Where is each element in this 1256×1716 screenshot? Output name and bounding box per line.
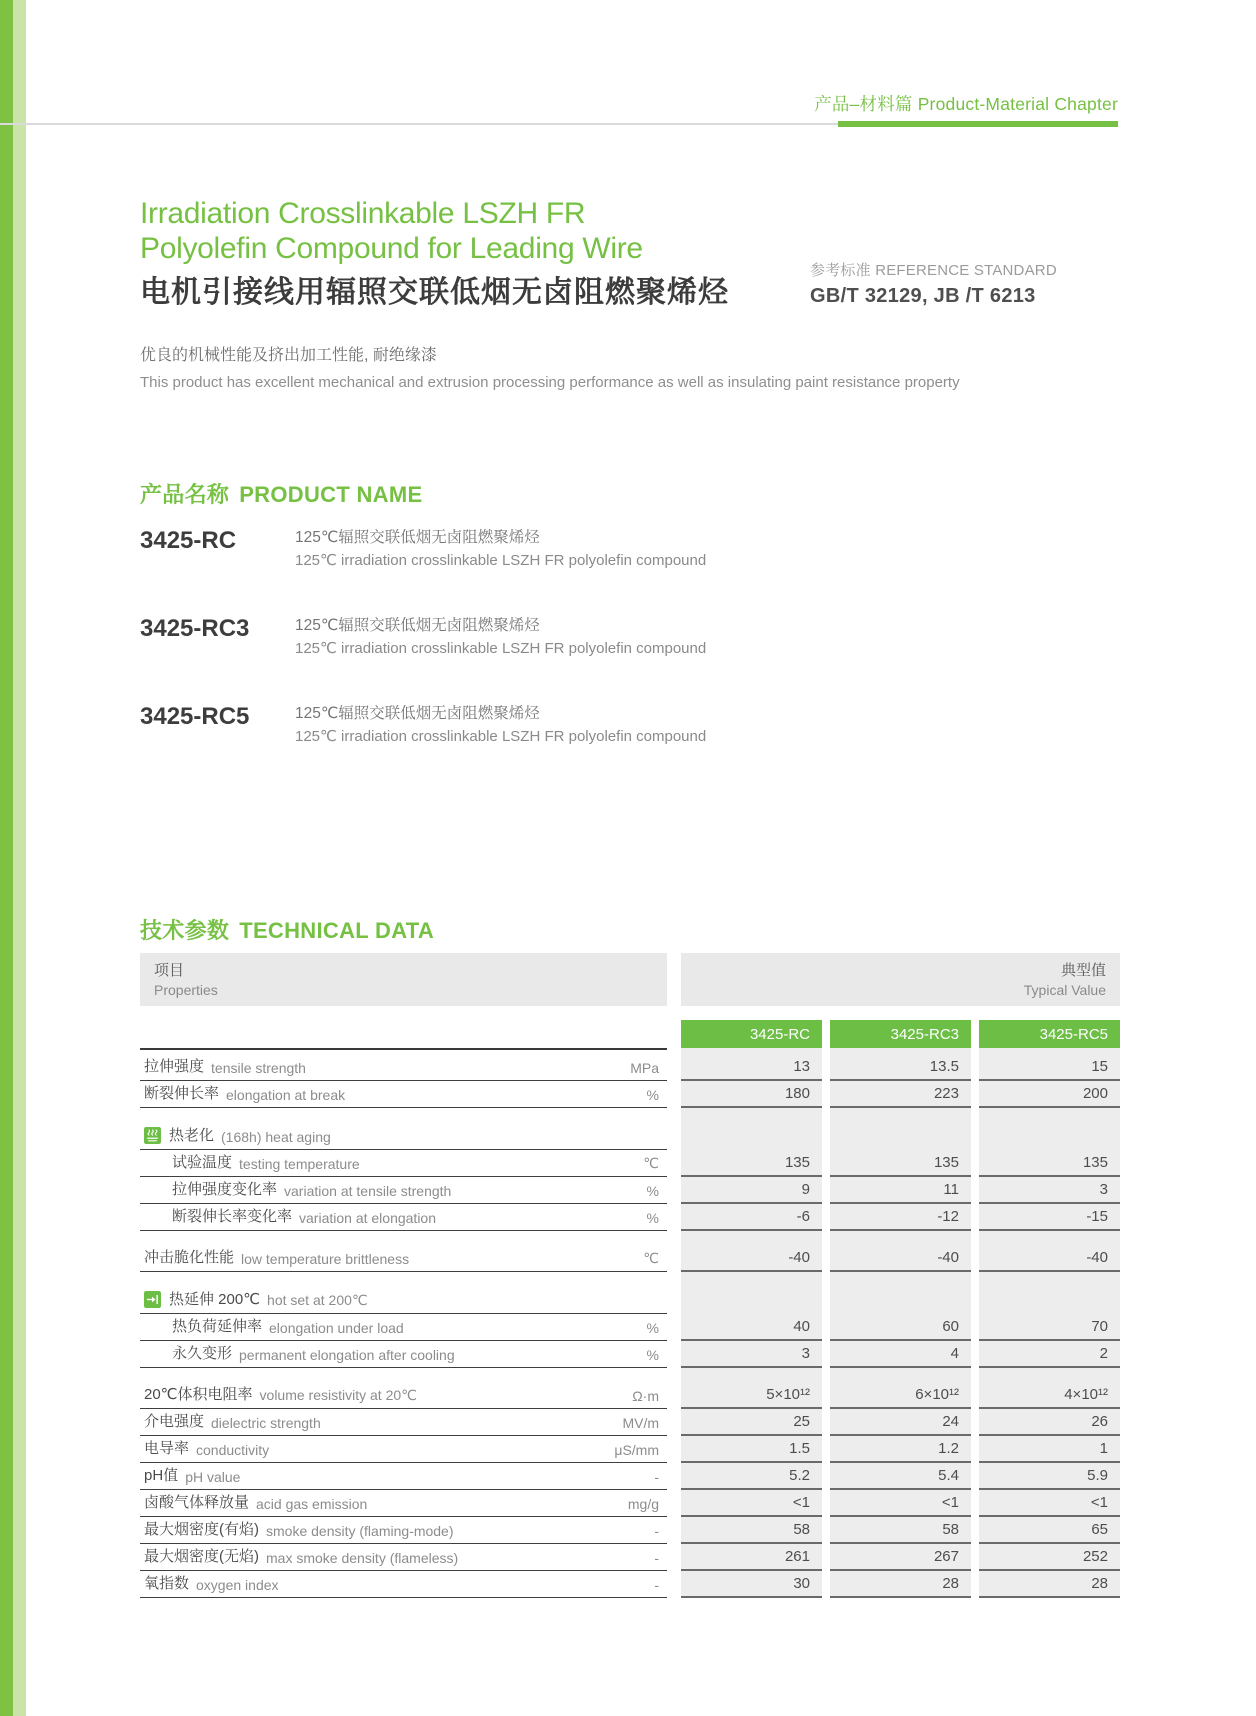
- value-cell: 70: [979, 1314, 1120, 1341]
- value-cell: 30: [681, 1571, 822, 1598]
- value-cell: 11: [830, 1177, 971, 1204]
- row-unit: -: [654, 1523, 659, 1539]
- table-row: [140, 1314, 1120, 1341]
- row-unit: %: [646, 1347, 659, 1363]
- row-label-en: oxygen index: [196, 1577, 279, 1593]
- value-cell: 40: [681, 1314, 822, 1341]
- table-row: [140, 1177, 1120, 1204]
- section-heading-product-name: 产品名称 PRODUCT NAME: [140, 482, 423, 507]
- value-cell: 2: [979, 1341, 1120, 1368]
- value-cell: 252: [979, 1544, 1120, 1571]
- row-label: [140, 1382, 667, 1409]
- properties-header-cell: 项目 Properties: [140, 953, 667, 1006]
- row-label: [140, 1544, 667, 1571]
- row-label-zh: 断裂伸长率: [144, 1085, 220, 1102]
- value-cell: <1: [979, 1490, 1120, 1517]
- value-cell: 28: [830, 1571, 971, 1598]
- header-rule: [0, 121, 1118, 127]
- product-list: [140, 526, 706, 790]
- row-label-en: low temperature brittleness: [241, 1251, 410, 1267]
- value-cell: -40: [830, 1245, 971, 1272]
- chapter-label-zh: 产品–材料篇: [814, 94, 913, 114]
- table-spacer-row: [140, 1108, 1120, 1122]
- value-cell: 58: [830, 1517, 971, 1544]
- product-intro-en: This product has excellent mechanical and extrusion processing performance as well as insulating paint resistance property: [140, 374, 960, 391]
- left-accent-bar-outer: [0, 0, 13, 1716]
- table-body: [140, 1048, 1120, 1598]
- product-intro-zh: 优良的机械性能及挤出加工性能, 耐绝缘漆: [140, 347, 437, 364]
- product-desc: [295, 702, 706, 748]
- value-cell: -40: [681, 1245, 822, 1272]
- row-unit: %: [646, 1320, 659, 1336]
- row-label-en: permanent elongation after cooling: [239, 1347, 455, 1363]
- value-cell: <1: [830, 1490, 971, 1517]
- product-code: 3425-RC: [140, 527, 237, 554]
- value-cell: 13: [681, 1048, 822, 1081]
- row-label-en: acid gas emission: [256, 1496, 368, 1512]
- table-row: [140, 1544, 1120, 1571]
- value-cell: 4×10¹²: [979, 1382, 1120, 1409]
- row-label-en: variation at elongation: [299, 1210, 437, 1226]
- value-cell: 223: [830, 1081, 971, 1108]
- row-label: [140, 1409, 667, 1436]
- product-desc-zh: 125℃辐照交联低烟无卤阻燃聚烯烃: [295, 705, 540, 722]
- row-label-en: max smoke density (flameless): [266, 1550, 459, 1566]
- reference-standard-label: 参考标准 REFERENCE STANDARD: [810, 262, 1057, 279]
- row-label: [140, 1314, 667, 1341]
- row-label-en: dielectric strength: [211, 1415, 321, 1431]
- row-label-zh: 拉伸强度: [144, 1058, 205, 1075]
- table-spacer-row: [140, 1231, 1120, 1245]
- value-cell: 28: [979, 1571, 1120, 1598]
- row-label: [140, 1517, 667, 1544]
- product-desc-en: 125℃ irradiation crosslinkable LSZH FR polyolefin compound: [295, 640, 707, 657]
- table-spacer-row: [140, 1368, 1120, 1382]
- heat-aging-icon: [144, 1127, 161, 1144]
- value-cell: 135: [830, 1150, 971, 1177]
- row-unit: MPa: [630, 1060, 659, 1076]
- product-item: [140, 526, 706, 572]
- row-label-zh: 拉伸强度变化率: [172, 1181, 278, 1198]
- value-cell: 3: [681, 1341, 822, 1368]
- hot-set-icon: [144, 1291, 161, 1308]
- value-cell: 5.9: [979, 1463, 1120, 1490]
- header-rule-gray: [0, 123, 838, 125]
- row-label: [140, 1081, 667, 1108]
- page-title-zh: 电机引接线用辐照交联低烟无卤阻燃聚烯烃: [140, 276, 729, 309]
- row-unit: %: [646, 1210, 659, 1226]
- row-label: [140, 1286, 667, 1314]
- product-code: 3425-RC3: [140, 615, 250, 642]
- row-label-zh: 断裂伸长率变化率: [172, 1208, 293, 1225]
- row-label-zh: 氧指数: [144, 1575, 190, 1592]
- value-cell: 24: [830, 1409, 971, 1436]
- value-cell: 25: [681, 1409, 822, 1436]
- row-label: [140, 1436, 667, 1463]
- value-cell: 9: [681, 1177, 822, 1204]
- value-cell: <1: [681, 1490, 822, 1517]
- value-cell: 1.5: [681, 1436, 822, 1463]
- product-desc: [295, 526, 706, 572]
- product-intro: [140, 342, 960, 391]
- table-row: [140, 1436, 1120, 1463]
- row-label-zh: 冲击脆化性能: [144, 1249, 235, 1266]
- row-label: [140, 1463, 667, 1490]
- product-item: [140, 702, 706, 748]
- value-cell: 60: [830, 1314, 971, 1341]
- row-unit: -: [654, 1550, 659, 1566]
- value-cell: 5.4: [830, 1463, 971, 1490]
- left-accent-bar-inner: [13, 0, 26, 1716]
- value-cell: 5×10¹²: [681, 1382, 822, 1409]
- row-label-en: hot set at 200℃: [267, 1292, 368, 1308]
- row-unit: ℃: [643, 1155, 659, 1171]
- row-label-zh: 介电强度: [144, 1413, 205, 1430]
- value-cell: 65: [979, 1517, 1120, 1544]
- value-cell: 13.5: [830, 1048, 971, 1081]
- page-title-en-line2: Polyolefin Compound for Leading Wire: [140, 232, 643, 265]
- row-label-en: testing temperature: [239, 1156, 360, 1172]
- row-label-en: tensile strength: [211, 1060, 306, 1076]
- row-label-zh: pH值: [144, 1467, 179, 1484]
- row-label-en: (168h) heat aging: [221, 1129, 331, 1145]
- row-label: [140, 1048, 667, 1081]
- row-label-en: smoke density (flaming-mode): [266, 1523, 454, 1539]
- table-row: [140, 1571, 1120, 1598]
- header-rule-green: [838, 121, 1118, 127]
- row-label-zh: 热延伸 200℃: [169, 1291, 261, 1308]
- value-cell: 180: [681, 1081, 822, 1108]
- row-unit: %: [646, 1087, 659, 1103]
- value-cell: 5.2: [681, 1463, 822, 1490]
- row-unit: Ω·m: [632, 1388, 659, 1404]
- row-label: [140, 1571, 667, 1598]
- row-label-zh: 卤酸气体释放量: [144, 1494, 250, 1511]
- table-row: [140, 1341, 1120, 1368]
- value-cell: 135: [979, 1150, 1120, 1177]
- title-block: [140, 196, 729, 311]
- row-label: [140, 1177, 667, 1204]
- typical-value-header-cell: 典型值 Typical Value: [681, 953, 1120, 1006]
- row-unit: ℃: [643, 1250, 659, 1266]
- row-label: [140, 1245, 667, 1272]
- reference-standard: [810, 259, 1057, 308]
- row-label-zh: 20℃体积电阻率: [144, 1386, 253, 1403]
- row-unit: -: [654, 1577, 659, 1593]
- value-cell: 15: [979, 1048, 1120, 1081]
- row-label: [140, 1204, 667, 1231]
- row-label: [140, 1490, 667, 1517]
- row-label: [140, 1122, 667, 1150]
- value-cell: 1: [979, 1436, 1120, 1463]
- row-unit: μS/mm: [614, 1442, 659, 1458]
- row-label-en: volume resistivity at 20℃: [259, 1387, 417, 1403]
- row-label-en: elongation under load: [269, 1320, 404, 1336]
- table-row: [140, 1490, 1120, 1517]
- product-desc-zh: 125℃辐照交联低烟无卤阻燃聚烯烃: [295, 617, 540, 634]
- row-label-en: conductivity: [196, 1442, 270, 1458]
- column-header-cell: 3425-RC5: [979, 1020, 1120, 1048]
- row-unit: %: [646, 1183, 659, 1199]
- row-label-zh: 热老化: [169, 1127, 215, 1144]
- value-cell: 200: [979, 1081, 1120, 1108]
- table-row: [140, 1048, 1120, 1081]
- table-section-row: [140, 1286, 1120, 1314]
- chapter-label: [0, 91, 1118, 116]
- value-cell: -15: [979, 1204, 1120, 1231]
- row-unit: mg/g: [627, 1496, 659, 1512]
- table-header: [140, 953, 1120, 1006]
- column-header-cell: 3425-RC3: [830, 1020, 971, 1048]
- page-title-en: [140, 196, 729, 266]
- value-cell: 1.2: [830, 1436, 971, 1463]
- row-label-en: pH value: [185, 1469, 241, 1485]
- table-row: [140, 1204, 1120, 1231]
- value-cell: 3: [979, 1177, 1120, 1204]
- column-headers: [667, 1020, 1120, 1048]
- table-row: [140, 1245, 1120, 1272]
- chapter-label-en: Product-Material Chapter: [917, 94, 1118, 114]
- product-desc: [295, 614, 706, 660]
- value-cell: 261: [681, 1544, 822, 1571]
- table-row: [140, 1081, 1120, 1108]
- row-unit: MV/m: [622, 1415, 659, 1431]
- value-cell: -40: [979, 1245, 1120, 1272]
- reference-standard-value: GB/T 32129, JB /T 6213: [810, 285, 1036, 307]
- table-row: [140, 1382, 1120, 1409]
- product-desc-en: 125℃ irradiation crosslinkable LSZH FR polyolefin compound: [295, 552, 707, 569]
- table-row: [140, 1150, 1120, 1177]
- row-label-zh: 试验温度: [172, 1154, 233, 1171]
- row-label: [140, 1341, 667, 1368]
- value-cell: 135: [681, 1150, 822, 1177]
- value-cell: 6×10¹²: [830, 1382, 971, 1409]
- product-desc-zh: 125℃辐照交联低烟无卤阻燃聚烯烃: [295, 529, 540, 546]
- table-spacer-row: [140, 1272, 1120, 1286]
- row-label-en: elongation at break: [226, 1087, 346, 1103]
- value-cell: -6: [681, 1204, 822, 1231]
- product-desc-en: 125℃ irradiation crosslinkable LSZH FR polyolefin compound: [295, 728, 707, 745]
- table-row: [140, 1409, 1120, 1436]
- section-heading-technical-data: 技术参数 TECHNICAL DATA: [140, 918, 435, 943]
- row-unit: -: [654, 1469, 659, 1485]
- column-header-cell: 3425-RC: [681, 1020, 822, 1048]
- table-row: [140, 1463, 1120, 1490]
- row-label-zh: 最大烟密度(无焰): [144, 1548, 259, 1565]
- row-label-zh: 热负荷延伸率: [172, 1318, 263, 1335]
- page-title-en-line1: Irradiation Crosslinkable LSZH FR: [140, 197, 586, 230]
- value-cell: 58: [681, 1517, 822, 1544]
- product-item: [140, 614, 706, 660]
- technical-table: [140, 953, 1120, 1598]
- row-label: [140, 1150, 667, 1177]
- table-row: [140, 1517, 1120, 1544]
- row-label-zh: 电导率: [144, 1440, 190, 1457]
- row-label-zh: 最大烟密度(有焰): [144, 1521, 259, 1538]
- value-cell: -12: [830, 1204, 971, 1231]
- product-code: 3425-RC5: [140, 703, 250, 730]
- value-cell: 4: [830, 1341, 971, 1368]
- row-label-en: variation at tensile strength: [284, 1183, 452, 1199]
- value-cell: 26: [979, 1409, 1120, 1436]
- row-label-zh: 永久变形: [172, 1345, 233, 1362]
- table-section-row: [140, 1122, 1120, 1150]
- value-cell: 267: [830, 1544, 971, 1571]
